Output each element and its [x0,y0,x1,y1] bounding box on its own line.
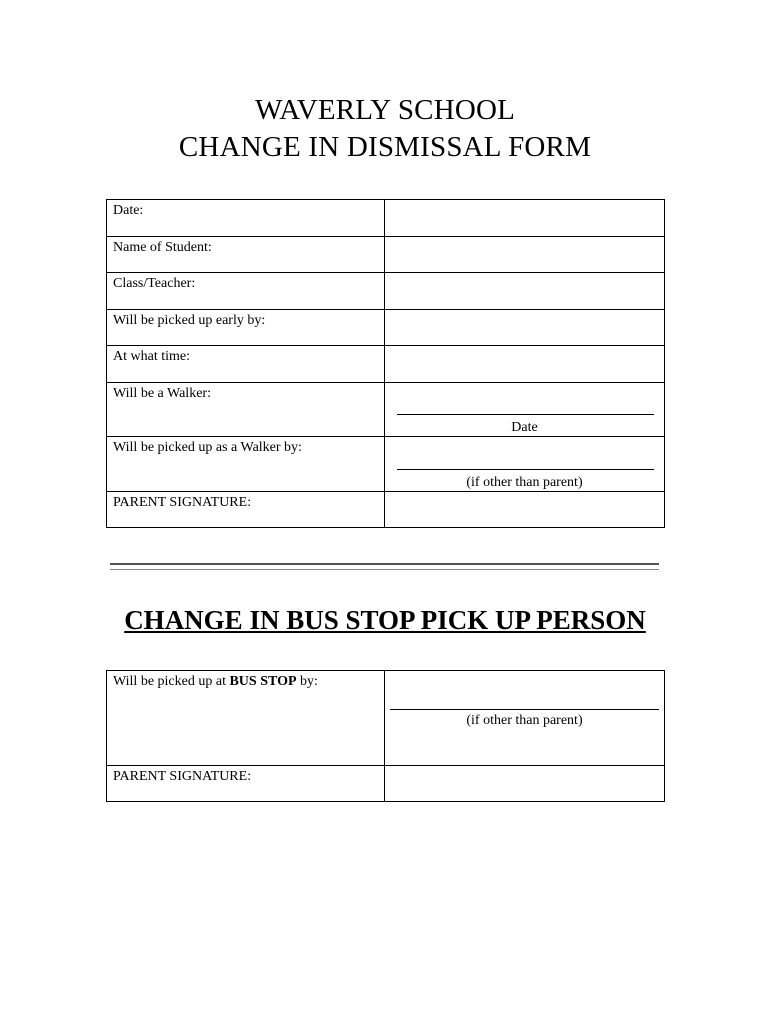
walker-by-field[interactable] [385,437,665,492]
table-row [107,492,665,528]
walker-label: Will be a Walker: [107,383,385,437]
table-row [107,671,665,766]
date-label: Date: [107,200,385,237]
bus-stop-pickup-label-pre: Will be picked up at [113,674,230,689]
walker-by-caption: (if other than parent) [466,475,583,490]
bus-stop-pickup-field[interactable] [385,671,665,766]
picked-up-early-field[interactable] [385,310,665,346]
table-row [107,273,665,310]
bus-stop-pickup-label [107,671,385,766]
table-row [107,766,665,802]
bus-parent-signature-label: PARENT SIGNATURE: [107,766,385,802]
section-divider [110,563,659,570]
table-row [107,437,665,492]
walker-by-label: Will be picked up as a Walker by: [107,437,385,492]
bus-stop-emphasis: BUS STOP [229,674,297,689]
bus-stop-pickup-label-post: by: [296,674,318,689]
form-title: CHANGE IN DISMISSAL FORM [178,131,592,163]
table-row [107,383,665,437]
school-name: WAVERLY SCHOOL [254,94,516,126]
bus-stop-pickup-caption: (if other than parent) [466,713,583,728]
table-row [107,200,665,237]
bus-stop-form-table [106,670,665,802]
parent-signature-field[interactable] [385,492,665,528]
walker-date-field[interactable] [385,383,665,437]
bus-stop-pickup-line [390,709,659,710]
class-teacher-field[interactable] [385,273,665,310]
walker-date-line [397,414,654,415]
parent-signature-label: PARENT SIGNATURE: [107,492,385,528]
bus-section-heading: CHANGE IN BUS STOP PICK UP PERSON [124,605,646,635]
table-row [107,346,665,383]
table-row [107,310,665,346]
table-row [107,237,665,273]
student-name-field[interactable] [385,237,665,273]
pickup-time-label: At what time: [107,346,385,383]
student-name-label: Name of Student: [107,237,385,273]
class-teacher-label: Class/Teacher: [107,273,385,310]
bus-parent-signature-field[interactable] [385,766,665,802]
date-field[interactable] [385,200,665,237]
pickup-time-field[interactable] [385,346,665,383]
dismissal-form-table [106,199,665,528]
walker-date-caption: Date [511,420,538,435]
picked-up-early-label: Will be picked up early by: [107,310,385,346]
walker-by-line [397,469,654,470]
